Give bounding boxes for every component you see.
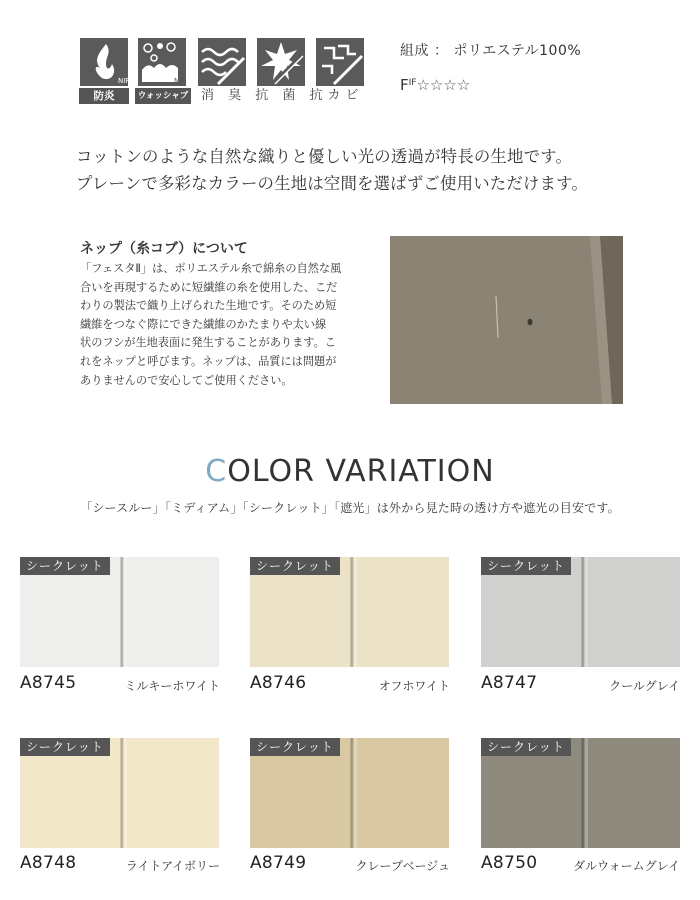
swatch-name: クレープベージュ: [355, 859, 450, 873]
swatch-name: ライトアイボリー: [125, 859, 220, 873]
swatch-card[interactable]: [250, 557, 449, 667]
nep-body: [80, 260, 380, 390]
opacity-tag: シークレット: [481, 557, 571, 575]
nep-line: 繊維をつなぐ際にできた繊維のかたまりや太い線: [80, 317, 327, 331]
formaldehyde-sup: IF: [408, 78, 417, 88]
nep-title: ネップ（糸コブ）について: [80, 241, 248, 257]
washable-icon: [138, 38, 186, 86]
formaldehyde-rating: [400, 76, 470, 94]
nep-line: ありませんので安心してご使用ください。: [80, 373, 293, 387]
nep-line: 合いを再現するために短繊維の糸を使用した、こだ: [80, 280, 338, 294]
nep-fabric-photo: [390, 236, 623, 404]
intro-line: コットンのような自然な織りと優しい光の透過が特長の生地です。: [76, 147, 573, 166]
swatch-name: ミルキーホワイト: [124, 679, 220, 693]
color-variation-title: [0, 454, 700, 489]
function-labels: 消 臭 抗 菌 抗カビ: [201, 88, 364, 103]
fabric-seam-highlight: [124, 738, 127, 848]
fabric-seam-highlight: [354, 738, 357, 848]
swatch-name: ダルウォームグレイ: [573, 859, 680, 873]
intro-line: プレーンで多彩なカラーの生地は空間を選ばずご使用いただけます。: [76, 174, 589, 193]
svg-text:NIF: NIF: [174, 77, 186, 85]
swatch-code: A8748: [20, 853, 77, 873]
nep-line: れをネップと呼びます。ネップは、品質には問題が: [80, 354, 337, 368]
antibacterial-icon: [257, 38, 305, 86]
swatch-code: A8747: [481, 673, 538, 693]
fabric-seam-highlight: [124, 557, 127, 667]
opacity-tag: シークレット: [250, 738, 340, 756]
fabric-seam-highlight: [585, 557, 588, 667]
anti-mold-icon: [316, 38, 364, 86]
composition-text: 組成 ： ポリエステル100%: [400, 43, 582, 59]
opacity-tag: シークレット: [481, 738, 571, 756]
intro-text: [76, 143, 676, 197]
deodorant-icon: [198, 38, 246, 86]
swatch-card[interactable]: [20, 738, 219, 848]
swatch-name: オフホワイト: [378, 679, 450, 693]
swatch-card[interactable]: [250, 738, 449, 848]
swatch-code: A8746: [250, 673, 307, 693]
swatch-code: A8745: [20, 673, 77, 693]
svg-text:NIF: NIF: [118, 77, 130, 85]
swatch-name: クールグレイ: [609, 679, 680, 693]
swatch-card[interactable]: [481, 557, 680, 667]
nep-line: わりの製法で織り上げられた生地です。そのため短: [80, 299, 337, 313]
opacity-tag: シークレット: [20, 738, 110, 756]
color-variation-subtitle: 「シースルー」「ミディアム」「シークレット」「遮光」は外から見た時の透け方や遮光の目安です。: [80, 501, 620, 515]
swatch-code: A8749: [250, 853, 307, 873]
nep-line: 状のフシが生地表面に発生することがあります。こ: [80, 336, 336, 350]
formaldehyde-prefix: F: [400, 76, 409, 94]
swatch-code: A8750: [481, 853, 538, 873]
flame-retardant-label: 防炎: [79, 88, 129, 104]
title-accent-letter: C: [205, 454, 228, 489]
flame-retardant-icon: [80, 38, 128, 86]
swatch-card[interactable]: [20, 557, 219, 667]
fabric-seam-highlight: [585, 738, 588, 848]
washable-label: ウォッシャブル: [135, 88, 191, 104]
nep-line: 「フェスタⅡ」は、ポリエステル糸で綿糸の自然な風: [80, 262, 342, 275]
opacity-tag: シークレット: [20, 557, 110, 575]
formaldehyde-stars: ☆☆☆☆: [416, 76, 471, 94]
fabric-seam-highlight: [354, 557, 357, 667]
title-rest: OLOR VARIATION: [227, 454, 495, 489]
swatch-card[interactable]: [481, 738, 680, 848]
opacity-tag: シークレット: [250, 557, 340, 575]
